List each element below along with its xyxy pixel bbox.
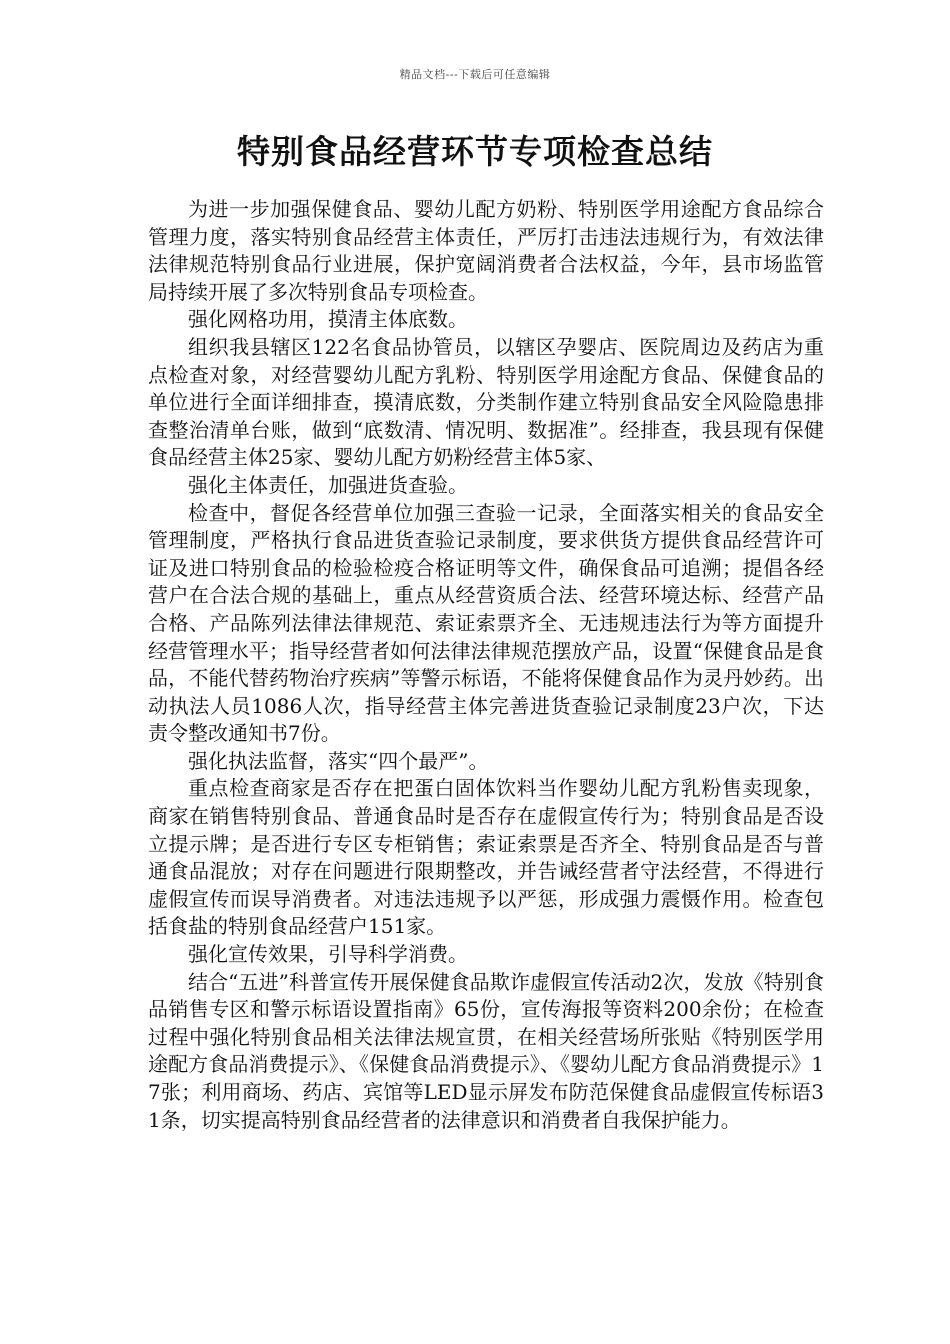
paragraph-intro: 为进一步加强保健食品、婴幼儿配方奶粉、特别医学用途配方食品综合管理力度，落实特别食品经营主体责任，严厉打击违法违规行为，有效法律法律规范特别食品行业进展，保护宽阔消费者合法权益，今年，县市场监管局持续开展了多次特别食品专项检查。 [148,197,824,304]
paragraph-grid: 组织我县辖区122名食品协管员，以辖区孕婴店、医院周边及药店为重点检查对象，对经营婴幼儿配方乳粉、特别医学用途配方食品、保健食品的单位进行全面详细排查，摸清底数，分类制作建立特别食品安全风险隐患排查整治清单台账，做到“底数清、情况明、数据准”。经排查，我县现有保健食品经营主体25家、婴幼儿配方奶粉经营主体5家、 [148,334,824,470]
section-heading-publicity: 强化宣传效果，引导科学消费。 [188,942,468,967]
section-heading-enforcement: 强化执法监督，落实“四个最严”。 [188,748,489,773]
document-body [148,196,824,1134]
section-heading-grid: 强化网格功用，摸清主体底数。 [188,307,468,332]
paragraph-responsibility: 检查中，督促各经营单位加强三查验一记录，全面落实相关的食品安全管理制度，严格执行食品进货查验记录制度，要求供货方提供食品经营许可证及进口特别食品的检验检疫合格证明等文件，确保食品可追溯；提倡各经营户在合法合规的基础上，重点从经营资质合法、经营环境达标、经营产品合格、产品陈列法律法律规范、索证索票齐全、无违规违法行为等方面提升经营管理水平；指导经营者如何法律法律规范摆放产品，设置“保健食品是食品，不能代替药物治疗疾病”等警示标语，不能将保健食品作为灵丹妙药。出动执法人员1086人次，指导经营主体完善进货查验记录制度23户次，下达责令整改通知书7份。 [148,500,824,746]
paragraph-publicity: 结合“五进”科普宣传开展保健食品欺诈虚假宣传活动2次，发放《特别食品销售专区和警示标语设置指南》65份，宣传海报等资料200余份；在检查过程中强化特别食品相关法律法规宣贯，在相关经营场所张贴《特别医学用途配方食品消费提示》、《保健食品消费提示》、《婴幼儿配方食品消费提示》17张；利用商场、药店、宾馆等LED显示屏发布防范保健食品虚假宣传标语31条，切实提高特别食品经营者的法律意识和消费者自我保护能力。 [148,969,824,1132]
section-heading-responsibility: 强化主体责任，加强进货查验。 [188,472,468,497]
paragraph-enforcement: 重点检查商家是否存在把蛋白固体饮料当作婴幼儿配方乳粉售卖现象，商家在销售特别食品、普通食品时是否存在虚假宣传行为；特别食品是否设立提示牌；是否进行专区专柜销售；索证索票是否齐全、特别食品是否与普通食品混放；对存在问题进行限期整改，并告诫经营者守法经营，不得进行虚假宣传而误导消费者。对违法违规予以严惩，形成强力震慑作用。检查包括食盐的特别食品经营户151家。 [148,776,824,939]
header-note: 精品文档---下载后可任意编辑 [399,68,551,81]
page-title: 特别食品经营环节专项检查总结 [237,132,713,171]
